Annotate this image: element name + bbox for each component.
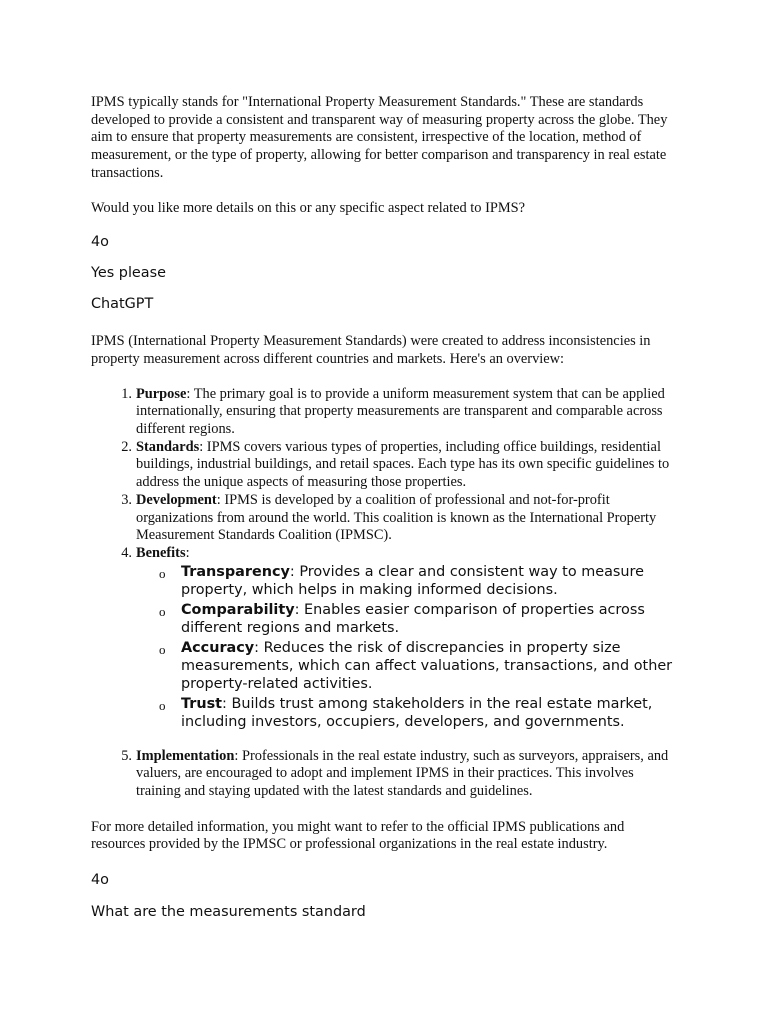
benefit-text: : Enables easier comparison of properties across different regions and markets.: [181, 601, 645, 636]
bullet-icon: o: [159, 603, 166, 619]
intro-paragraph: IPMS typically stands for "International Property Measurement Standards." These are standards developed to provide a consistent and transparent way of measuring property across the globe. They aim to ensure that property measurements are consistent, irrespective of the location, method of measurement, or the type of property, allowing for better comparison and transparency in real estate transactions.: [91, 94, 668, 181]
list-term: Benefits: [136, 544, 186, 561]
benefits-list: [136, 563, 681, 731]
benefit-term: Comparability: [181, 601, 295, 618]
bullet-icon: o: [159, 565, 166, 581]
list-text: : IPMS covers various types of properties, including office buildings, residential buildings, industrial buildings, and retail spaces. Each type has its own specific guidelines to address the unique aspects of measuring those properties.: [136, 438, 670, 491]
benefit-text: : Builds trust among stakeholders in the real estate market, including investors, occupiers, developers, and governments.: [181, 695, 653, 730]
benefit-item-trust: [159, 695, 681, 731]
benefit-term: Trust: [181, 695, 223, 712]
list-item-standards: [121, 438, 681, 492]
ipms-overview-list: [91, 386, 681, 801]
list-number: 5.: [121, 747, 132, 764]
list-term: Development: [136, 491, 217, 508]
list-number: 1.: [121, 385, 132, 402]
list-text: :: [185, 544, 190, 561]
benefit-term: Transparency: [181, 563, 290, 580]
bullet-icon: o: [159, 697, 166, 713]
user-message: Yes please: [91, 265, 166, 282]
benefit-item-accuracy: [159, 639, 681, 693]
list-term: Standards: [136, 438, 200, 455]
list-item-purpose: [121, 385, 681, 439]
user-message: What are the measurements standard: [91, 904, 366, 921]
list-text: : IPMS is developed by a coalition of professional and not-for-profit organizations from around the world. This coalition is known as the International Property Measurement Standards Coalition (IPMSC).: [136, 491, 657, 544]
benefit-item-comparability: [159, 601, 681, 637]
bullet-icon: o: [159, 641, 166, 657]
benefit-item-transparency: [159, 563, 681, 599]
list-item-implementation: [121, 747, 681, 801]
list-number: 2.: [121, 438, 132, 455]
benefit-term: Accuracy: [181, 639, 255, 656]
list-term: Purpose: [136, 385, 187, 402]
document-page: [91, 94, 681, 921]
list-item-development: [121, 491, 681, 545]
benefit-text: : Provides a clear and consistent way to measure property, which helps in making informed decisions.: [181, 563, 644, 598]
assistant-label: ChatGPT: [91, 296, 154, 313]
list-number: 3.: [121, 491, 132, 508]
benefit-text: : Reduces the risk of discrepancies in property size measurements, which can affect valuations, transactions, and other property-related activities.: [181, 639, 673, 692]
list-term: Implementation: [136, 747, 235, 764]
list-text: : The primary goal is to provide a uniform measurement system that can be applied internationally, ensuring that property measurements are transparent and comparable across different regions.: [136, 385, 665, 438]
list-item-benefits: [121, 544, 681, 731]
overview-paragraph: IPMS (International Property Measurement Standards) were created to address inconsistencies in property measurement across different countries and markets. Here's an overview:: [91, 333, 651, 367]
list-number: 4.: [121, 544, 132, 561]
list-text: : Professionals in the real estate industry, such as surveyors, appraisers, and valuers, are encouraged to adopt and implement IPMS in their practices. This involves training and staying updated with the latest standards and guidelines.: [136, 747, 669, 800]
closing-paragraph: For more detailed information, you might want to refer to the official IPMS publications and resources provided by the IPMSC or professional organizations in the real estate industry.: [91, 818, 625, 853]
followup-question: Would you like more details on this or any specific aspect related to IPMS?: [91, 199, 526, 216]
model-label: 4o: [91, 234, 109, 251]
model-label: 4o: [91, 872, 109, 889]
